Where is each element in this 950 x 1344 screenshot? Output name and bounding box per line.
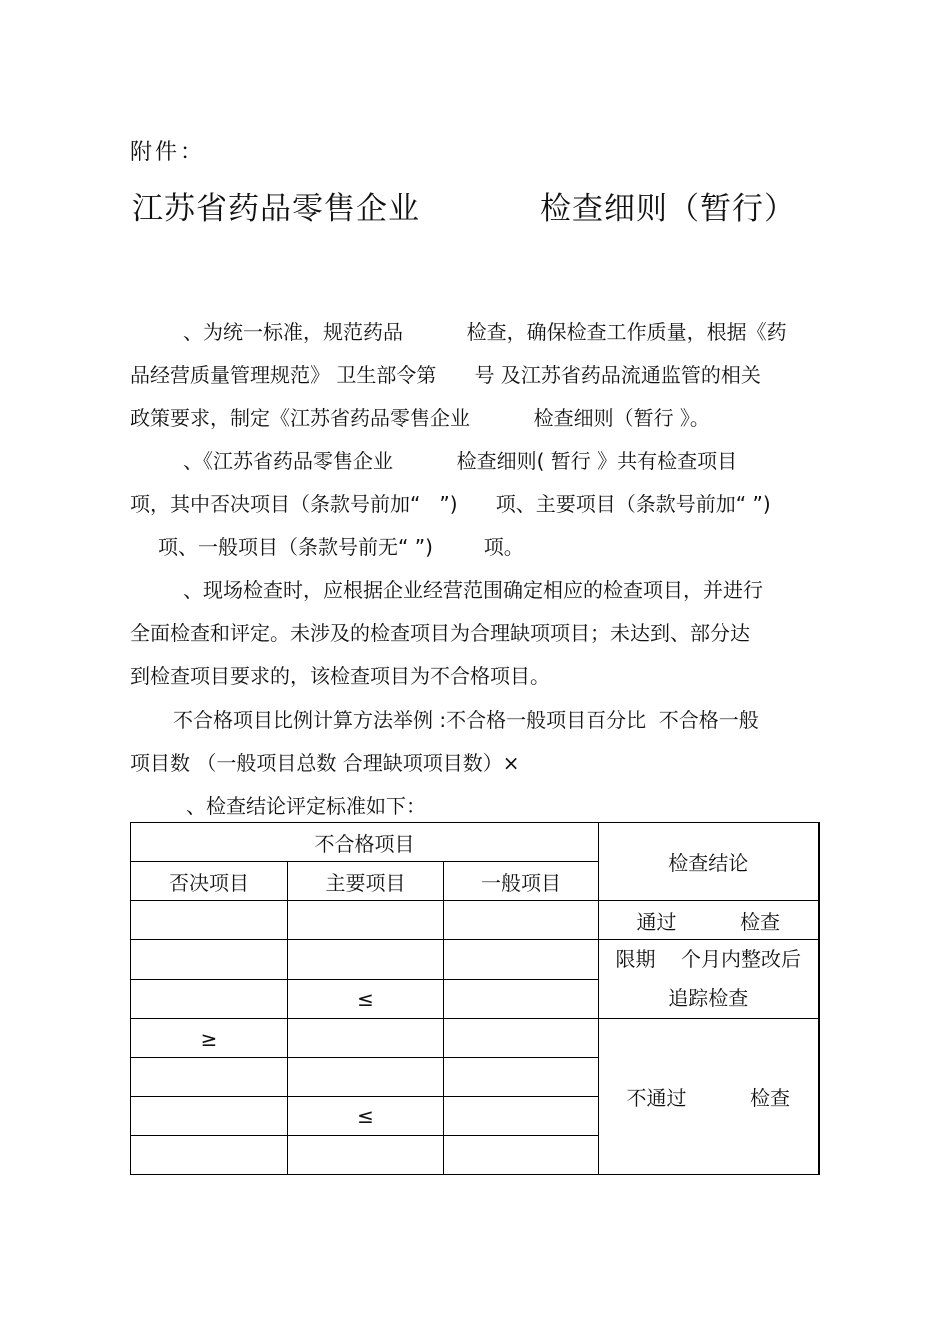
paragraph-line: 政策要求，制定《江苏省药品零售企业 检查细则（暂行 》。	[130, 406, 710, 430]
table-cell	[131, 1136, 288, 1175]
paragraph-line: 不合格项目比例计算方法举例 :不合格一般项目百分比 不合格一般	[173, 708, 759, 732]
document-title-part1: 江苏省药品零售企业	[132, 191, 420, 227]
veto-ge-symbol: ≥	[131, 1019, 288, 1058]
conclusion-pass: 通过 检查	[599, 901, 819, 940]
paragraph-line: 、检查结论评定标准如下：	[186, 794, 426, 818]
table-cell	[444, 940, 599, 980]
paragraph-line: 项目数 （一般项目总数 合理缺项项目数）×	[130, 751, 520, 775]
header-major-items: 主要项目	[288, 862, 444, 901]
table-cell	[288, 940, 444, 980]
table-cell	[444, 901, 599, 940]
paragraph-line: 项，其中否决项目（条款号前加“ ”) 项、主要项目（条款号前加“ ”)	[130, 492, 771, 516]
document-title-part2: 检查细则（暂行）	[540, 191, 796, 227]
table-cell	[131, 940, 288, 980]
header-veto-items: 否决项目	[131, 862, 288, 901]
rectify-line-1: 限期 个月内整改后	[615, 947, 801, 971]
table-cell	[444, 1097, 599, 1136]
conclusion-rectify	[599, 940, 819, 1019]
header-conclusion: 检查结论	[599, 823, 819, 901]
paragraph-line: 、为统一标准，规范药品 检查，确保检查工作质量，根据《药	[183, 320, 787, 344]
paragraph-line: 到检查项目要求的，该检查项目为不合格项目。	[130, 664, 550, 688]
major-le-symbol: ≤	[288, 1097, 444, 1136]
table-cell	[131, 979, 288, 1019]
table-cell	[131, 1097, 288, 1136]
table-cell	[288, 1058, 444, 1097]
table-cell	[444, 1019, 599, 1058]
header-general-items: 一般项目	[444, 862, 599, 901]
table-cell	[288, 901, 444, 940]
paragraph-line: 、现场检查时，应根据企业经营范围确定相应的检查项目，并进行	[183, 578, 763, 602]
attachment-label: 附件：	[130, 140, 206, 165]
table-cell	[131, 1058, 288, 1097]
paragraph-line: 品经营质量管理规范》 卫生部令第 号 及江苏省药品流通监管的相关	[130, 363, 761, 387]
table-cell	[288, 1019, 444, 1058]
table-cell	[288, 1136, 444, 1175]
table-cell	[131, 901, 288, 940]
rectify-line-2: 追踪检查	[668, 986, 749, 1010]
paragraph-line: 全面检查和评定。未涉及的检查项目为合理缺项项目；未达到、部分达	[130, 621, 750, 645]
header-unqualified-items: 不合格项目	[131, 823, 599, 862]
evaluation-criteria-table	[130, 822, 820, 1175]
major-le-symbol: ≤	[288, 979, 444, 1019]
table-cell	[444, 979, 599, 1019]
conclusion-fail: 不通过 检查	[599, 1019, 819, 1175]
paragraph-line: 项、一般项目（条款号前无“ ”) 项。	[158, 535, 524, 559]
table-cell	[444, 1136, 599, 1175]
paragraph-line: 、《江苏省药品零售企业 检查细则( 暂行 》共有检查项目	[183, 449, 738, 473]
table-cell	[444, 1058, 599, 1097]
